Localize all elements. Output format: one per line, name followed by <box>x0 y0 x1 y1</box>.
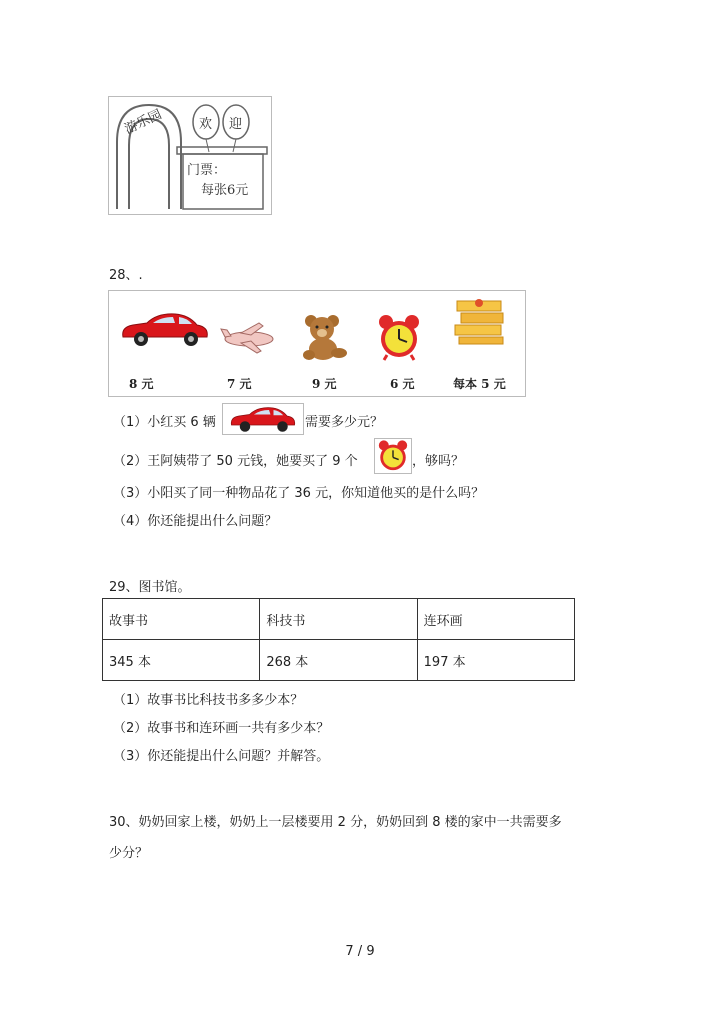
gate-sign: 游乐园 <box>122 107 165 138</box>
books-icon <box>453 295 507 345</box>
price-books: 每本 5 元 <box>453 377 506 391</box>
price-clock: 6 元 <box>390 377 415 391</box>
question-29-title: 29、图书馆。 <box>109 580 191 595</box>
alarm-clock-icon <box>375 313 423 361</box>
q28-sub4-text: （4）你还能提出什么问题？ <box>113 514 278 529</box>
table-cell: 197 本 <box>417 640 574 681</box>
car-icon <box>223 404 303 434</box>
ticket-price: 每张6元 <box>201 183 249 198</box>
q29-sub3-text: （3）你还能提出什么问题？并解答。 <box>113 749 330 764</box>
q28-sub3-text: （3）小阳买了同一种物品花了 36 元，你知道他买的是什么吗？ <box>113 486 485 501</box>
page-number: 7 / 9 <box>345 944 375 959</box>
q28-sub1-text: （1）小红买 6 辆 <box>113 415 216 430</box>
alarm-clock-icon <box>375 439 411 473</box>
table-header-cell: 故事书 <box>103 599 260 640</box>
q28-sub2-text: （2）王阿姨带了 50 元钱，她要买了 9 个 <box>113 454 358 469</box>
library-table <box>102 598 575 681</box>
clock-inline-image <box>374 438 412 474</box>
q28-sub2-tail: ，够吗？ <box>412 454 465 469</box>
park-illustration <box>108 96 272 215</box>
balloon-text-right: 迎 <box>229 117 243 132</box>
car-inline-image <box>222 403 304 435</box>
q29-sub1-text: （1）故事书比科技书多多少本？ <box>113 693 304 708</box>
ticket-label: 门票： <box>187 163 227 178</box>
question-30-line2: 少分？ <box>109 846 149 861</box>
plane-icon <box>219 321 277 355</box>
table-header-row <box>103 599 575 640</box>
price-car: 8 元 <box>129 377 154 391</box>
price-bear: 9 元 <box>312 377 337 391</box>
table-header-cell: 科技书 <box>260 599 417 640</box>
table-cell: 345 本 <box>103 640 260 681</box>
items-panel <box>108 290 526 397</box>
balloon-text-left: 欢 <box>199 117 213 132</box>
table-cell: 268 本 <box>260 640 417 681</box>
car-icon <box>119 309 211 349</box>
table-header-cell: 连环画 <box>417 599 574 640</box>
price-plane: 7 元 <box>227 377 252 391</box>
teddy-bear-icon <box>299 313 351 361</box>
question-28-title: 28、. <box>109 268 143 283</box>
q28-sub1-tail: 需要多少元？ <box>305 415 384 430</box>
question-30-line1: 30、奶奶回家上楼，奶奶上一层楼要用 2 分，奶奶回到 8 楼的家中一共需要多 <box>109 815 562 830</box>
table-row <box>103 640 575 681</box>
q29-sub2-text: （2）故事书和连环画一共有多少本？ <box>113 721 330 736</box>
